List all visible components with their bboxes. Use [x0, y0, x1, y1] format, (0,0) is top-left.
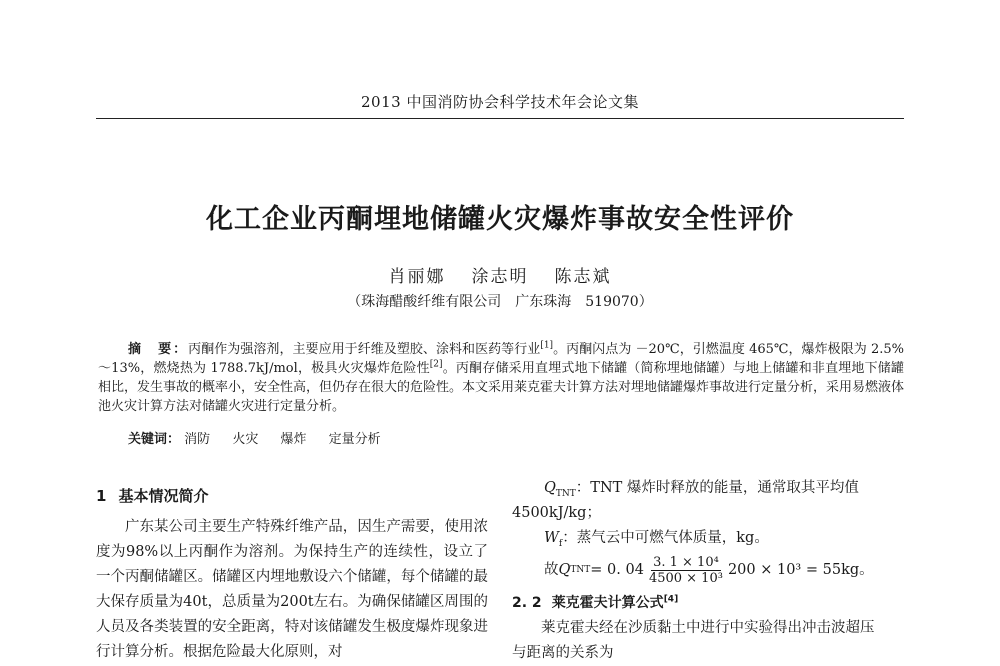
keyword: 爆炸: [280, 432, 307, 447]
symbol-q: Q: [558, 561, 571, 578]
right-column: [512, 476, 904, 666]
paragraph-line: 与距离的关系为: [512, 645, 614, 661]
subsection-title: 莱克霍夫计算公式: [551, 595, 664, 611]
fraction: [647, 555, 725, 586]
definition-continuation: 4500kJ/kg；: [512, 505, 601, 521]
definition-w-f: [512, 526, 904, 551]
left-column: [96, 484, 488, 665]
subsection-heading: [512, 591, 904, 616]
paragraph-line: 莱克霍夫经在沙质黏土中进行中实验得出冲击波超压: [541, 620, 875, 636]
abstract-label: 摘 要：: [128, 342, 189, 357]
definition-text: ：蒸气云中可燃气体质量，kg。: [562, 530, 769, 546]
abstract: [98, 340, 904, 416]
section-number: 1: [96, 487, 107, 505]
subsection-number: 2. 2: [512, 595, 542, 611]
fraction-numerator: 3. 1 × 10⁴: [653, 554, 719, 570]
author-name: 涂志明: [471, 267, 529, 287]
symbol-sub: TNT: [555, 488, 576, 499]
author-name: 陈志斌: [554, 267, 612, 287]
keyword: 消防: [184, 432, 211, 447]
running-header: 2013 中国消防协会科学技术年会论文集: [361, 93, 639, 111]
formula-suffix: 200 × 10³ = 55kg。: [727, 561, 874, 578]
definition-q-tnt: [512, 476, 904, 501]
abstract-text: 丙酮作为强溶剂，主要应用于纤维及塑胶、涂料和医药等行业: [188, 342, 541, 357]
abstract-text: 。丙酮存储采用直埋式地下储罐（简称埋地储罐）与地上储罐和非直埋地下储罐相比，发生事故的概率小，安全性高，但仍存在很大的危险性。本文采用莱克霍夫计算方法对埋地储罐爆炸事故进行定量分析，采用易燃液体池火灾计算方法对储罐火灾进行定量分析。: [98, 361, 905, 414]
equation: 故 Q TNT = 0. 04 $\frac{\text{3. 1 × 10⁴}}{\text{4500 × 10³}}$ 200 × 10³ = 55kg。: [544, 554, 874, 586]
paper-title: 化工企业丙酮埋地储罐火灾爆炸事故安全性评价: [206, 204, 794, 235]
keyword: 定量分析: [328, 432, 381, 447]
definition-text: ：TNT 爆炸时释放的能量，通常取其平均值: [575, 480, 859, 496]
body-paragraph: 广东某公司主要生产特殊纤维产品，因生产需要，使用浓度为98%以上丙酮作为溶剂。为保持生产的连续性，设立了一个丙酮储罐区。储罐区内埋地敷设六个储罐，每个储罐的最大保存质量为40t，总质量为200t左右。为确保储罐区周围的人员及各类装置的安全距离，特对该储罐发生极度爆炸现象进行计算分析。根据危险最大化原则，对: [96, 519, 488, 660]
section-heading: [96, 484, 488, 509]
body-paragraph: [512, 616, 904, 666]
header-rule: [96, 118, 904, 119]
formula-eq: = 0. 04: [590, 561, 644, 578]
citation-ref: [4]: [663, 594, 679, 605]
keywords: [128, 430, 828, 449]
fraction-denominator: 4500 × 10³: [648, 570, 723, 586]
formula-prefix: 故: [544, 561, 559, 578]
author-list: [96, 262, 904, 287]
section-title: 基本情况简介: [118, 487, 209, 505]
abstract-text: 。丙酮闪点为 －20℃，引燃温度 465℃，爆炸极限为 2.5% ～13%，燃烧热为 1788.7kJ/mol，极具火灾爆炸危险性: [98, 342, 904, 376]
symbol-w: W: [544, 530, 559, 546]
author-name: 肖丽娜: [388, 267, 446, 287]
symbol-sub: f: [558, 538, 563, 549]
keywords-label: 关键词：: [128, 432, 181, 447]
citation-ref: [1]: [540, 340, 554, 351]
author-affiliation: （珠海醋酸纤维有限公司 广东珠海 519070）: [347, 294, 653, 310]
citation-ref: [2]: [429, 359, 443, 370]
keyword: 火灾: [232, 432, 259, 447]
symbol-q: Q: [544, 480, 556, 496]
